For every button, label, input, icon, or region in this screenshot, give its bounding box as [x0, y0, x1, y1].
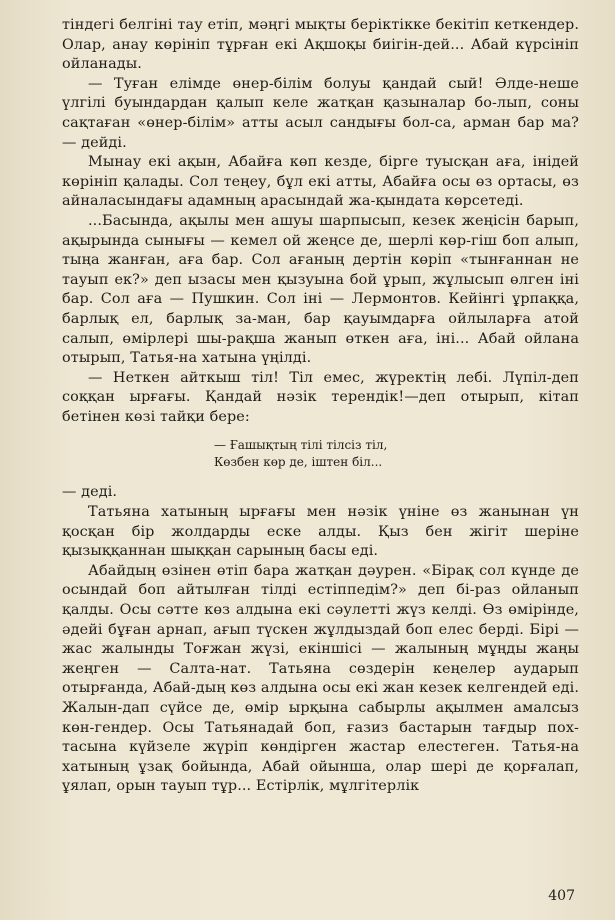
poem-line: — Ғашықтың тілі тілсіз тіл, — [214, 438, 388, 453]
paragraph: — Туған елімде өнер-білім болуы қандай сый! Әлде-неше үлгілі буындардан қалып келе жатқан қазыналар бо-лып, соны сақтаған «өнер-білім» атты асыл сандығы бол-са, арман бар ма? — дейді. — [62, 75, 579, 151]
paragraph: — деді. — [62, 484, 118, 501]
paragraph: ...Басында, ақылы мен ашуы шарпысып, кезек жеңісін барып, ақырында сынығы — кемел ой жеңсе де, шерлі көр-гіш боп алып, тыңа жанған, аға бар. Сол ағаның дертін көріп «тынғаннан не тауып ек?» деп ызасы мен қызуына бой ұрып, жұлысып өлген іні бар. Сол аға — Пушкин. Сол іні — Лермонтов. Кейінгі ұрпаққа, барлық ел, барлық за-ман, бар қауымдарға ойлыларға атой салып, өмірлері шы-рақша жанып өткен аға, іні... Абай ойлана отырып, Татья-на хатына үңілді. — [62, 212, 579, 367]
paragraph: Абайдың өзінен өтіп бара жатқан дәурен. «Бірақ сол күнде де осындай боп айтылған тілді естіппедім?» деп бі-раз ойланып қалды. Осы сәтте көз алдына екі сәулетті жүз келді. Өз өмірінде, әдейі бұған арнап, ағып түскен жұлдыздай боп елес берді. Бірі — жас жалынды Тоғжан жүзі, екіншісі — жалының мұңды жаңы жеңген — Салта-нат. Татьяна сөздерін кеңелер аударып отырғанда, Абай-дың көз алдына осы екі жан кезек келгендей еді. Жалын-дап сүйсе де, өмір ырқына сабырлы ақылмен амалсыз көн-гендер. Осы Татьянадай боп, ғазиз бастарын тағдыр пох-тасына күйзеле жүріп көндірген жастар елестеген. Татья-на хатының ұзақ бойында, Абай ойынша, олар шері де қорғалап, ұялап, орын тауып тұр... Естірлік, мұлгітерлік — [62, 562, 579, 795]
poem-quote — [62, 437, 579, 471]
paragraph: Татьяна хатының ырғағы мен нәзік үніне өз жанынан үн қосқан бір жолдарды еске алды. Қыз бен жігіт шеріне қызыққаннан шыққан сарының басы еді. — [62, 504, 579, 560]
page-number: 407 — [548, 888, 575, 904]
body-text — [62, 16, 579, 797]
paragraph: тіндегі белгіні тау етіп, мәңгі мықты беріктікке бекітіп кеткендер. Олар, анау көрініп тұрған екі Ақшоқы биігін-дей... Абай күрсініп ойланады. — [62, 17, 579, 73]
poem-line: Көзбен көр де, іштен біл... — [214, 455, 383, 470]
paragraph: Мынау екі ақын, Абайға көп кезде, бірге туысқан аға, інідей көрініп қалады. Сол теңеу, бұл екі атты, Абайға осы өз ортасы, өз айналасындағы адамның арасындай жа-қындата көрсетеді. — [62, 154, 579, 210]
paragraph: — Неткен айткыш тіл! Тіл емес, жүректің лебі. Лүпіл-деп соққан ырғағы. Қандай нәзік терендік!—деп отырып, кітап бетінен көзі тайқи бере: — [62, 369, 579, 425]
